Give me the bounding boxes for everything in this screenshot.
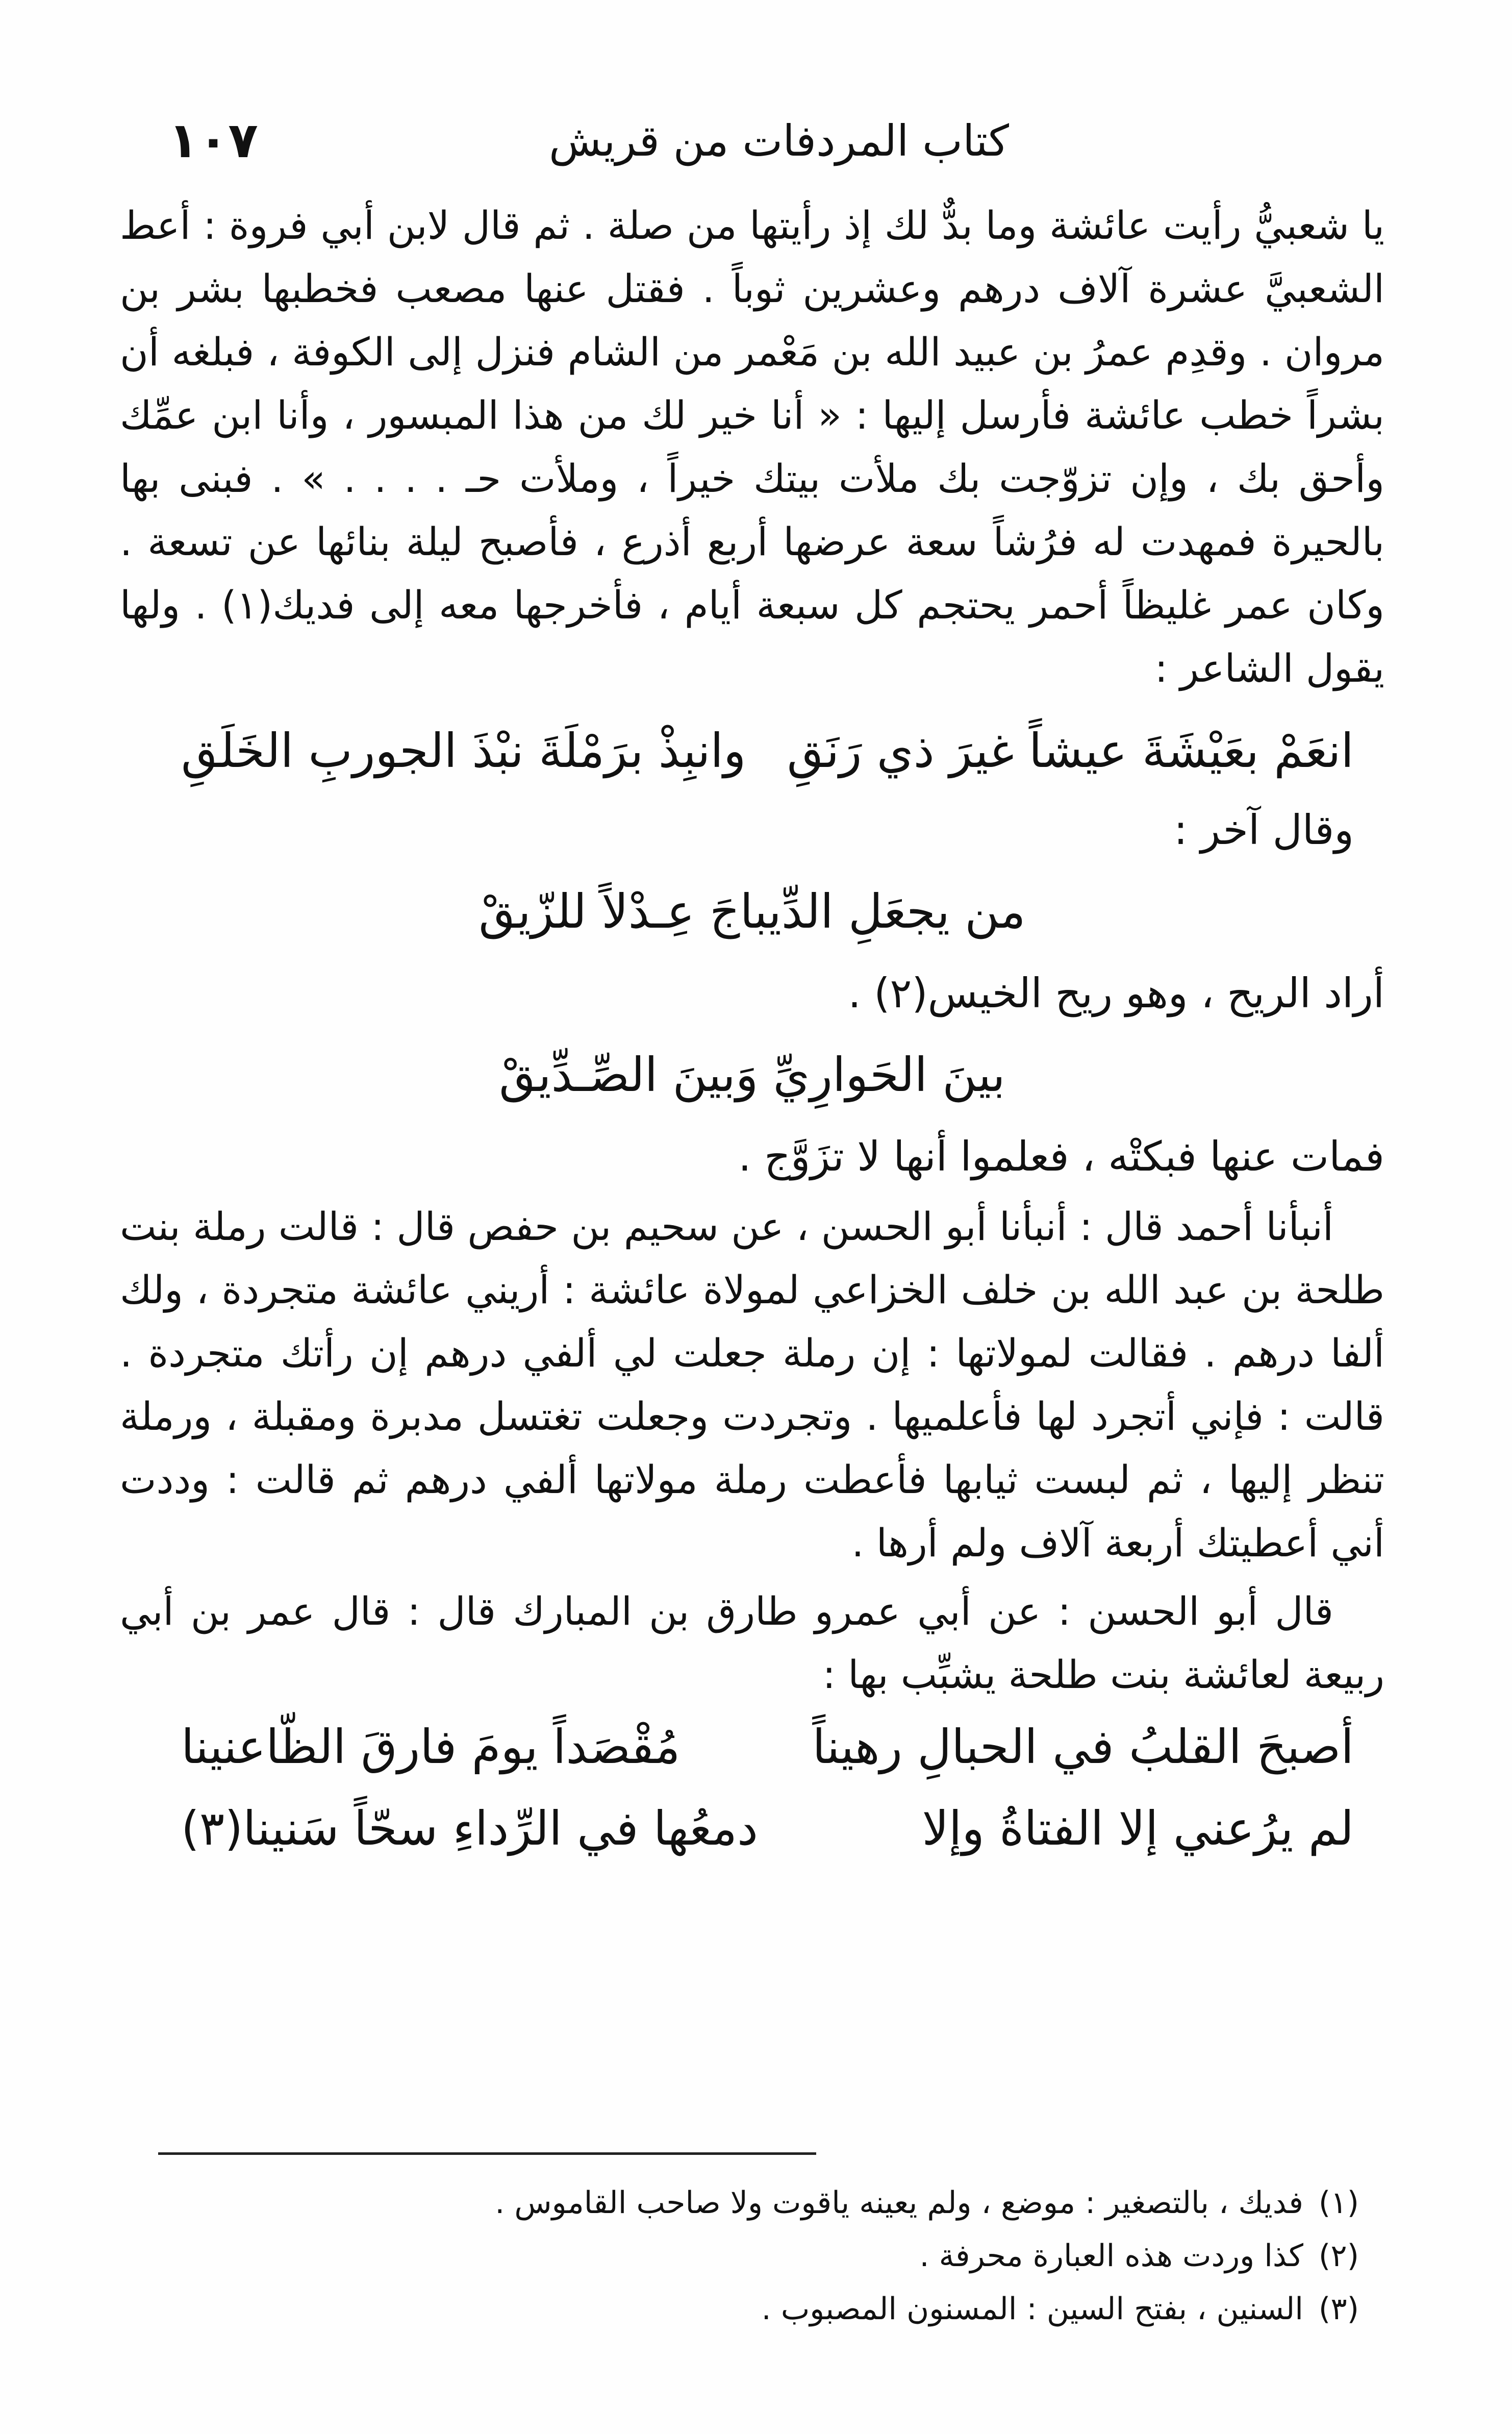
verse-hemistich-right: لم يرُعني إلا الفتاةُ وإلا [922,1801,1354,1856]
text-line: وإن تزوّجت بك ملأت بيتك خيراً ، وملأت حـ . . . . » . فبنى بها بالحيرة فمهدت له [120,456,1384,564]
footnote-number: (٢) [1318,2238,1359,2274]
text-line: أربعة آلاف ولم أرها . [851,1520,1185,1566]
text-line: وقدِم عمرُ بن عبيد الله بن مَعْمر من الشام فنزل إلى الكوفة ، فبلغه أن بشراً خطب [120,329,1384,438]
verse-hemistich-left: وانبِذْ برَمْلَةَ نبْذَ الجوربِ الخَلَقِ [181,724,746,778]
text-line: يحتجم كل سبعة أيام ، فأخرجها معه إلى فديك(١) . ولها يقول الشاعر : [120,582,1384,691]
text-line: أعط الشعبيَّ عشرة آلاف درهم وعشرين ثوباً . فقتل عنها مصعب فخطبها بشر بن مروان . [120,203,1384,375]
verse-5 [120,1788,1384,1870]
text-line: ثم لبست ثيابها فأعطت رملة مولاتها ألفي درهم ثم قالت : وددت أني أعطيتك [120,1457,1384,1566]
verse-1 [120,710,1384,792]
text-line: عائشة فأرسل إليها : « أنا خير لك من هذا المبسور ، وأنا ابن عمِّك وأحق بك ، [120,392,1384,501]
text-line: لعائشة بنت طلحة يشبِّب بها : [822,1652,1292,1697]
paragraph-1 [120,194,1384,700]
footnotes [153,2176,1359,2336]
paragraph-5 [120,1580,1384,1706]
page-number: ١٠٧ [168,112,258,169]
main-text [120,194,1384,1870]
footnote-number: (٣) [1318,2291,1359,2327]
footnote-3 [153,2282,1359,2336]
said-other-line: وقال آخر : [1173,806,1354,854]
verse-hemistich-left: دمعُها في الرِّداءِ سحّاً سَنينا(٣) [181,1801,758,1856]
page-header [168,107,1390,184]
footnote-2 [153,2229,1359,2282]
text-line: فرُشاً سعة عرضها أربع أذرع ، فأصبح ليلة بنائها عن تسعة . وكان عمر غليظاً أحمر [120,519,1385,628]
text-line: أنبأنا أحمد قال : أنبأنا أبو الحسن ، عن سحيم بن حفص قال : قالت رملة [193,1204,1333,1249]
verse-hemistich-right: أصبحَ القلبُ في الحبالِ رهيناً [812,1720,1354,1774]
footnote-separator [158,2152,816,2155]
running-title: كتاب المردفات من قريش [548,116,1010,166]
verse-2: من يجعَلِ الدِّيباجَ عِـدْلاً للزّيقْ [478,884,1026,939]
verse-3: بينَ الحَوارِيِّ وَبينَ الصِّـدِّيقْ [499,1048,1005,1102]
text-line: قال أبو الحسن : عن أبي عمرو طارق بن المبارك قال : قال عمر بن أبي ربيعة [120,1588,1384,1697]
text-line: يا شعبيُّ رأيت عائشة وما بدٌّ لك إذ رأيتها من صلة . ثم قال لابن أبي فروة : [203,203,1384,248]
text-line: ألفا درهم . فقالت لمولاتها : إن رملة جعلت لي ألفي درهم إن رأتك متجردة . قالت : [120,1330,1384,1439]
text-line: بنت طلحة بن عبد الله بن خلف الخزاعي لمولاة عائشة : أريني عائشة متجردة ، ولك [120,1204,1384,1312]
paragraph-3: فمات عنها فبكتْه ، فعلموا أنها لا تزَوَّج . [738,1133,1384,1180]
verse-4 [120,1706,1384,1788]
footnote-1 [153,2176,1359,2229]
paragraph-2: أراد الريح ، وهو ريح الخيس(٢) . [848,970,1384,1017]
verse-hemistich-right: انعَمْ بعَيْشَةَ عيشاً غيرَ ذي رَنَقِ [787,724,1354,778]
footnote-number: (١) [1318,2185,1359,2221]
text-line: فإني أتجرد لها فأعلميها . وتجردت وجعلت تغتسل مدبرة ومقبلة ، ورملة تنظر إليها ، [120,1394,1384,1502]
verse-hemistich-left: مُقْصَداً يومَ فارقَ الظّاعنينا [181,1720,681,1774]
paragraph-4 [120,1195,1384,1575]
footnote-text: كذا وردت هذه العبارة محرفة . [919,2238,1303,2274]
footnote-text: فديك ، بالتصغير : موضع ، ولم يعينه ياقوت ولا صاحب القاموس . [495,2185,1303,2221]
footnote-text: السنين ، بفتح السين : المسنون المصبوب . [761,2291,1303,2327]
